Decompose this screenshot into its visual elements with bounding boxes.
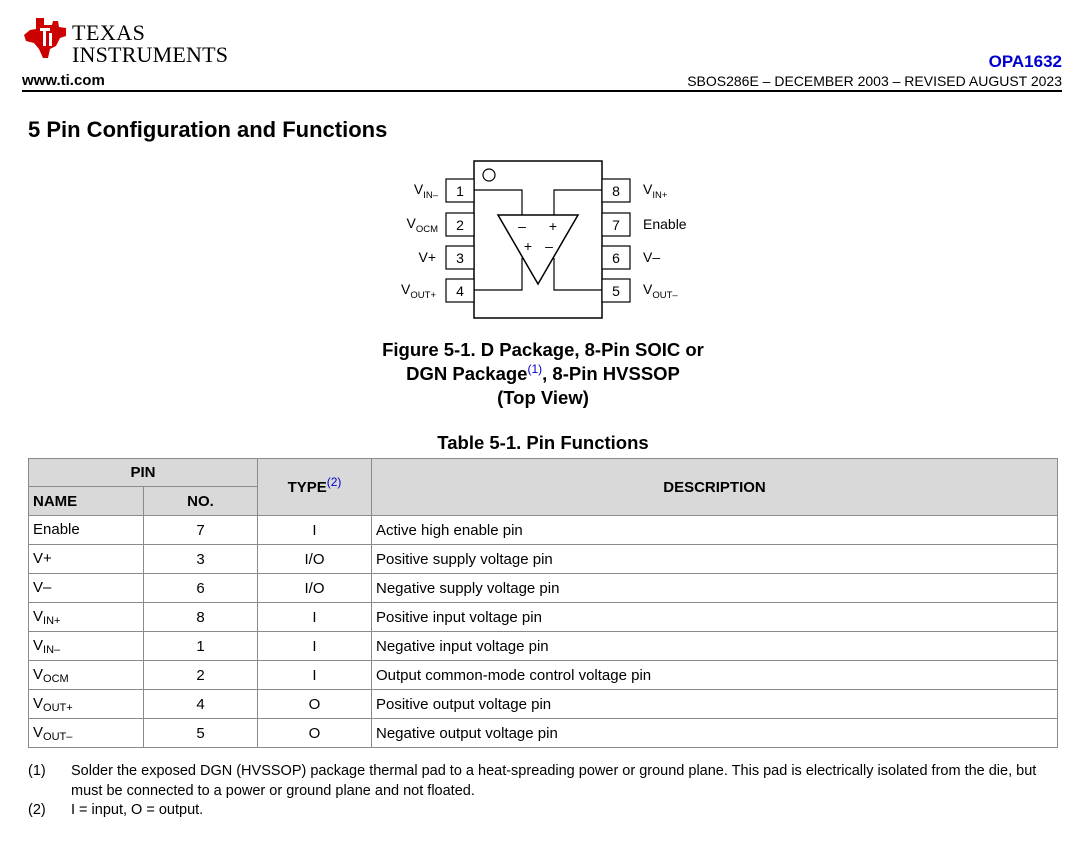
- pin-number-4: 4: [456, 283, 464, 299]
- brand-line-2: INSTRUMENTS: [72, 42, 229, 67]
- pin-number-5: 5: [612, 283, 620, 299]
- cell-type: I: [258, 603, 372, 632]
- cell-no: 2: [144, 661, 258, 690]
- pin-number-6: 6: [612, 250, 620, 266]
- pin-number-3: 3: [456, 250, 464, 266]
- table-row: [29, 603, 1058, 632]
- brand-line-1: TEXAS: [72, 20, 146, 45]
- footnotes: [28, 762, 1058, 821]
- cell-name: Enable: [29, 516, 144, 545]
- table-row: [29, 690, 1058, 719]
- cell-name: $V_{IN-}$: [29, 632, 144, 661]
- cell-no: 8: [144, 603, 258, 632]
- cell-name: $V_{OUT+}$: [29, 690, 144, 719]
- table-row: [29, 574, 1058, 603]
- cell-desc: Negative input voltage pin: [372, 632, 1058, 661]
- footnote-2: [28, 801, 1058, 821]
- cell-type: I: [258, 632, 372, 661]
- cell-desc: Positive output voltage pin: [372, 690, 1058, 719]
- cell-no: 3: [144, 545, 258, 574]
- header-type: [258, 459, 372, 516]
- pin-label-vplus: V+: [418, 249, 436, 265]
- footnote-number: (2): [28, 802, 46, 818]
- pin-label-vocm: $V_{OCM}$: [406, 215, 438, 235]
- cell-type: I/O: [258, 545, 372, 574]
- figure-caption-line3: (Top View): [497, 387, 589, 408]
- header-description: DESCRIPTION: [372, 459, 1058, 516]
- pin-label-vout-minus: $V_{OUT-}$: [643, 281, 678, 301]
- cell-name: V–: [29, 574, 144, 603]
- pin-number-8: 8: [612, 183, 620, 199]
- cell-name: V+: [29, 545, 144, 574]
- figure-caption-line2: [343, 362, 743, 386]
- table-row: [29, 516, 1058, 545]
- table-row: [29, 719, 1058, 748]
- pin-label-vminus: V–: [643, 249, 661, 265]
- revision-info: SBOS286E – DECEMBER 2003 – REVISED AUGUST 2023: [687, 73, 1062, 89]
- cell-desc: Positive input voltage pin: [372, 603, 1058, 632]
- cell-no: 7: [144, 516, 258, 545]
- pin-label-vin-minus: $V_{IN-}$: [413, 181, 438, 201]
- cell-type: I: [258, 661, 372, 690]
- section-title: 5 Pin Configuration and Functions: [28, 117, 388, 142]
- ti-wordmark: [72, 22, 228, 66]
- amp-sign-top-right: +: [548, 218, 558, 234]
- amp-sign-bottom-left: +: [523, 238, 533, 254]
- table-title: Table 5-1. Pin Functions: [437, 432, 649, 453]
- cell-type: O: [258, 719, 372, 748]
- table-row: [29, 632, 1058, 661]
- cell-type: O: [258, 690, 372, 719]
- cell-no: 1: [144, 632, 258, 661]
- footnote-text: Solder the exposed DGN (HVSSOP) package thermal pad to a heat-spreading power or ground plane. This pad is electrically isolated from the die, but must be connected to a power or ground plane and not floated.: [71, 763, 1037, 799]
- footnote-1: [28, 762, 1058, 801]
- pinout-diagram: [380, 158, 710, 323]
- cell-name: $V_{IN+}$: [29, 603, 144, 632]
- cell-no: 6: [144, 574, 258, 603]
- cell-desc: Negative supply voltage pin: [372, 574, 1058, 603]
- cell-type: I/O: [258, 574, 372, 603]
- cell-name: $V_{OCM}$: [29, 661, 144, 690]
- cell-type: I: [258, 516, 372, 545]
- footnote-ref-2[interactable]: (2): [326, 474, 342, 489]
- footnote-ref-1[interactable]: (1): [527, 361, 543, 376]
- footnote-text: I = input, O = output.: [71, 802, 204, 818]
- cell-desc: Positive supply voltage pin: [372, 545, 1058, 574]
- page-header: [0, 0, 1086, 95]
- table-row: [29, 545, 1058, 574]
- cell-no: 4: [144, 690, 258, 719]
- pin-functions-table: [28, 458, 1058, 748]
- pin-label-enable: Enable: [643, 216, 687, 232]
- figure-caption-package: DGN Package: [406, 363, 528, 384]
- header-divider: [22, 90, 1062, 92]
- header-type-label: TYPE: [287, 478, 327, 496]
- header-pin: PIN: [29, 459, 258, 487]
- pin-number-7: 7: [612, 217, 620, 233]
- pin-label-vout-plus: $V_{OUT+}$: [401, 281, 436, 301]
- part-number[interactable]: OPA1632: [988, 52, 1062, 71]
- cell-desc: Negative output voltage pin: [372, 719, 1058, 748]
- cell-desc: Output common-mode control voltage pin: [372, 661, 1058, 690]
- header-name: NAME: [29, 487, 144, 516]
- cell-no: 5: [144, 719, 258, 748]
- pin-number-2: 2: [456, 217, 464, 233]
- figure-caption-line1: Figure 5-1. D Package, 8-Pin SOIC or: [382, 339, 704, 360]
- pin-number-1: 1: [456, 183, 464, 199]
- header-no: NO.: [144, 487, 258, 516]
- figure-caption: [343, 338, 743, 410]
- amp-sign-top-left: –: [518, 218, 526, 234]
- cell-desc: Active high enable pin: [372, 516, 1058, 545]
- website-link[interactable]: www.ti.com: [22, 72, 105, 89]
- table-row: [29, 661, 1058, 690]
- pin-label-vin-plus: $V_{IN+}$: [643, 181, 668, 201]
- cell-name: $V_{OUT-}$: [29, 719, 144, 748]
- amp-sign-bottom-right: –: [545, 238, 553, 254]
- figure-caption-hvssop: , 8-Pin HVSSOP: [542, 363, 680, 384]
- footnote-number: (1): [28, 763, 46, 779]
- ti-logo-icon: [22, 16, 68, 60]
